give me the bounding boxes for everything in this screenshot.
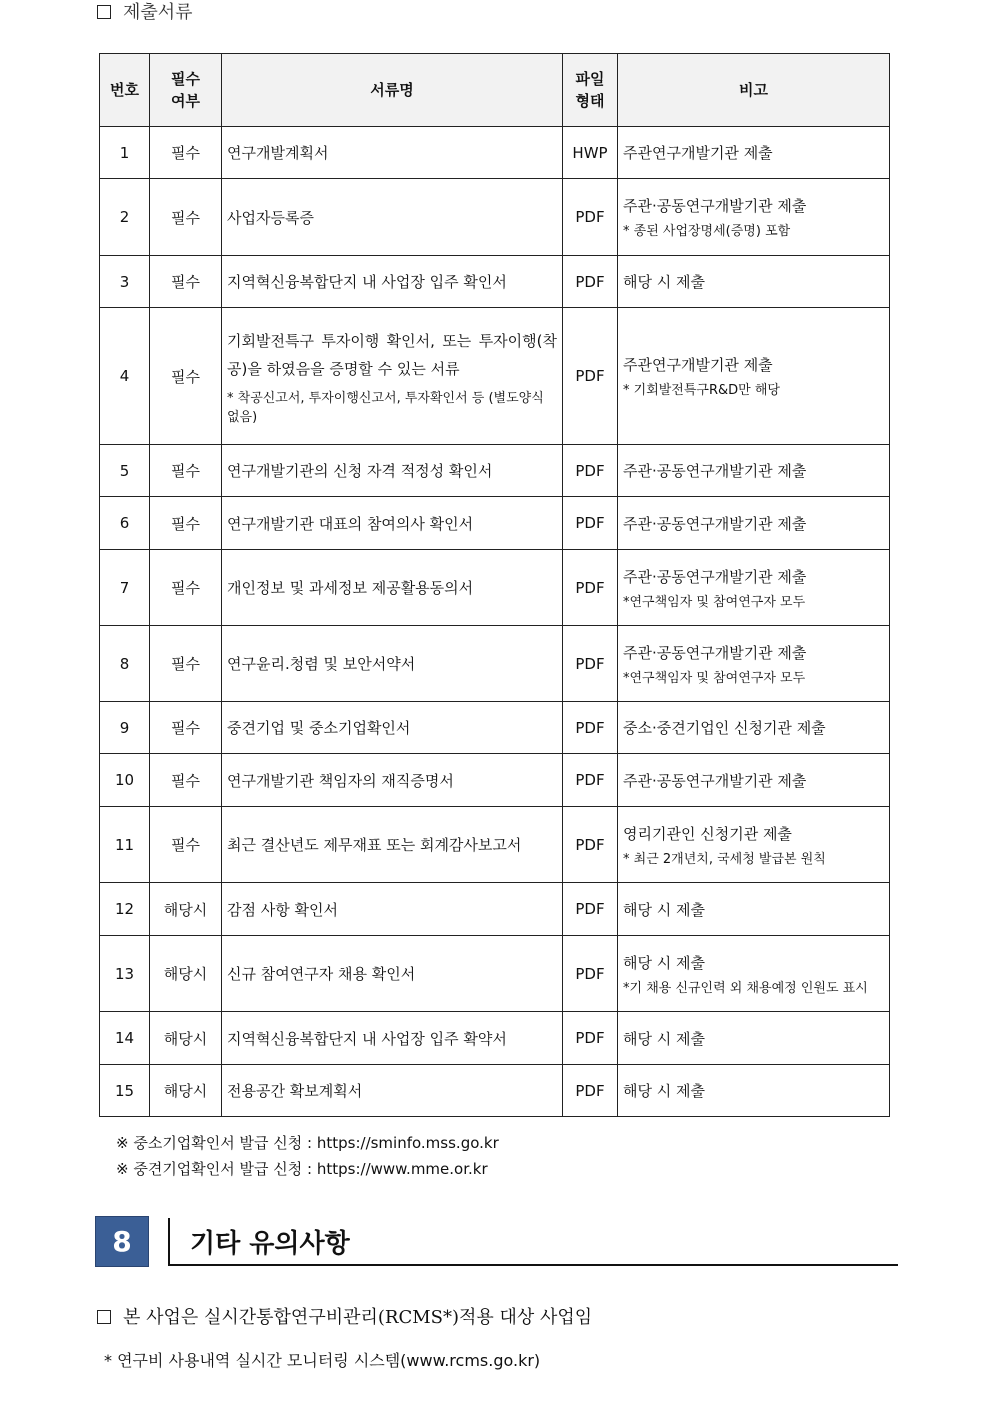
cell-remark (618, 1012, 890, 1065)
cell-name (222, 308, 563, 445)
cell-name (222, 256, 563, 308)
remark-text: 해당 시 제출 (623, 900, 705, 919)
remark-text: 주관연구개발기관 제출 (623, 144, 773, 162)
footnote: ※ 중견기업확인서 발급 신청 : https://www.mme.or.kr (116, 1160, 488, 1178)
remark-text: 주관·공동연구개발기관 제출 (623, 567, 807, 586)
remark-text: 주관·공동연구개발기관 제출 (623, 514, 807, 533)
cell-name (222, 1012, 563, 1065)
cell-name (222, 807, 563, 883)
remark-text: 중소·중견기업인 신청기관 제출 (623, 719, 826, 737)
cell-remark (618, 936, 890, 1012)
cell-name (222, 497, 563, 550)
req-text: 필수 (171, 579, 200, 597)
cell-req (150, 127, 222, 179)
req-text: 필수 (171, 208, 200, 227)
name-text: 연구윤리.청렴 및 보안서약서 (227, 655, 416, 673)
cell-type (563, 550, 618, 626)
no-text: 2 (119, 208, 130, 226)
type-text: PDF (575, 964, 605, 983)
column-header: 파일 형태 (563, 54, 618, 127)
checkbox-square-icon (97, 5, 111, 19)
cell-remark (618, 127, 890, 179)
req-text: 필수 (171, 367, 200, 386)
table-row (100, 550, 890, 626)
req-text: 필수 (171, 273, 200, 291)
table-row (100, 308, 890, 445)
cell-remark (618, 256, 890, 308)
cell-req (150, 1012, 222, 1065)
req-text: 필수 (171, 719, 200, 737)
table-row (100, 179, 890, 256)
cell-no (100, 754, 150, 807)
table-row (100, 754, 890, 807)
type-text: PDF (575, 654, 605, 673)
name-text: 최근 결산년도 제무재표 또는 회계감사보고서 (227, 836, 522, 854)
req-text: 필수 (171, 514, 200, 533)
type-text: HWP (572, 143, 608, 162)
column-header: 필수 여부 (150, 54, 222, 127)
table-row (100, 1012, 890, 1065)
type-text: PDF (575, 718, 605, 737)
table-row (100, 497, 890, 550)
name_note-text: * 착공신고서, 투자이행신고서, 투자확인서 등 (별도양식 없음) (227, 391, 544, 425)
cell-type (563, 179, 618, 256)
paragraph-note: * 연구비 사용내역 실시간 모니터링 시스템(www.rcms.go.kr) (104, 1351, 541, 1370)
no-text: 5 (119, 461, 130, 480)
req-text: 필수 (171, 771, 200, 790)
type-text: PDF (575, 514, 605, 532)
remark-text: 해당 시 제출 (623, 1029, 705, 1048)
remark_note-text: * 최근 2개년치, 국세청 발급본 원칙 (623, 851, 826, 867)
cell-no (100, 626, 150, 702)
cell-req (150, 256, 222, 308)
type-text: PDF (575, 578, 605, 597)
no-text: 9 (119, 718, 130, 737)
cell-type (563, 807, 618, 883)
no-text: 6 (119, 514, 130, 532)
cell-remark (618, 883, 890, 936)
no-text: 4 (119, 367, 130, 385)
name-text: 개인정보 및 과세정보 제공활용동의서 (227, 579, 474, 597)
section-title-text: 제출서류 (123, 2, 193, 23)
cell-type (563, 1012, 618, 1065)
name-text: 감점 사항 확인서 (227, 900, 338, 919)
checkbox-square-icon (97, 1310, 111, 1324)
name-text: 지역혁신융복합단지 내 사업장 입주 확약서 (227, 1029, 507, 1048)
req-text: 해당시 (163, 965, 208, 983)
table-row (100, 127, 890, 179)
cell-remark (618, 308, 890, 445)
cell-type (563, 754, 618, 807)
name-text: 전용공간 확보계획서 (227, 1082, 363, 1100)
cell-no (100, 445, 150, 497)
cell-name (222, 936, 563, 1012)
footnote: ※ 중소기업확인서 발급 신청 : https://sminfo.mss.go.kr (116, 1134, 499, 1152)
cell-remark (618, 807, 890, 883)
remark-text: 해당 시 제출 (623, 1082, 705, 1100)
no-text: 8 (119, 654, 130, 673)
remark_note-text: * 종된 사업장명세(증명) 포함 (623, 224, 791, 239)
type-text: PDF (575, 272, 605, 291)
cell-remark (618, 1065, 890, 1117)
remark_note-text: * 기회발전특구R&D만 해당 (623, 383, 780, 398)
remark-text: 해당 시 제출 (623, 953, 705, 972)
cell-remark (618, 179, 890, 256)
cell-no (100, 550, 150, 626)
remark-text: 주관연구개발기관 제출 (623, 356, 773, 374)
type-text: PDF (575, 461, 605, 480)
cell-no (100, 883, 150, 936)
table-row (100, 626, 890, 702)
req-text: 해당시 (163, 1082, 208, 1100)
no-text: 13 (114, 964, 135, 983)
cell-req (150, 754, 222, 807)
cell-type (563, 308, 618, 445)
paragraph-text: 본 사업은 실시간통합연구비관리(RCMS*)적용 대상 사업임 (123, 1307, 593, 1328)
name-text: 연구개발기관의 신청 자격 적정성 확인서 (227, 462, 493, 480)
cell-no (100, 308, 150, 445)
name-text: 신규 참여연구자 채용 확인서 (227, 965, 416, 983)
type-text: PDF (575, 1081, 605, 1100)
cell-req (150, 445, 222, 497)
remark-text: 영리기관인 신청기관 제출 (623, 824, 792, 843)
cell-no (100, 497, 150, 550)
no-text: 7 (119, 578, 130, 597)
cell-req (150, 497, 222, 550)
cell-no (100, 127, 150, 179)
cell-name (222, 883, 563, 936)
remark_note-text: *연구책임자 및 참여연구자 모두 (623, 670, 806, 686)
type-text: PDF (575, 367, 605, 385)
cell-no (100, 702, 150, 754)
remark-text: 주관·공동연구개발기관 제출 (623, 197, 807, 215)
cell-remark (618, 497, 890, 550)
remark-text: 해당 시 제출 (623, 273, 705, 291)
cell-no (100, 256, 150, 308)
cell-req (150, 179, 222, 256)
name-text: 사업자등록증 (227, 208, 314, 227)
name-text: 중견기업 및 중소기업확인서 (227, 719, 411, 737)
req-text: 필수 (171, 144, 200, 162)
type-text: PDF (575, 771, 605, 789)
cell-remark (618, 626, 890, 702)
type-text: PDF (575, 208, 605, 226)
no-text: 3 (119, 272, 130, 291)
cell-name (222, 754, 563, 807)
table-row (100, 883, 890, 936)
cell-req (150, 807, 222, 883)
cell-name (222, 179, 563, 256)
section-heading: 기타 유의사항 (190, 1229, 350, 1259)
cell-remark (618, 445, 890, 497)
documents-table (99, 53, 890, 1117)
section-title (97, 0, 193, 24)
table-row (100, 936, 890, 1012)
cell-type (563, 256, 618, 308)
cell-type (563, 883, 618, 936)
cell-type (563, 626, 618, 702)
cell-req (150, 1065, 222, 1117)
no-text: 10 (114, 771, 135, 789)
column-header: 비고 (618, 54, 890, 127)
cell-type (563, 127, 618, 179)
cell-type (563, 702, 618, 754)
table-row (100, 256, 890, 308)
cell-name (222, 445, 563, 497)
cell-remark (618, 702, 890, 754)
name-text: 연구개발기관 책임자의 재직증명서 (227, 771, 454, 790)
type-text: PDF (575, 1029, 605, 1047)
type-text: PDF (575, 835, 605, 854)
no-text: 15 (114, 1081, 135, 1100)
cell-name (222, 702, 563, 754)
table-row (100, 702, 890, 754)
remark-text: 주관·공동연구개발기관 제출 (623, 643, 807, 662)
cell-no (100, 179, 150, 256)
type-text: PDF (575, 900, 605, 918)
cell-type (563, 497, 618, 550)
remark_note-text: *기 채용 신규인력 외 채용예정 인원도 표시 (623, 980, 868, 996)
name-text: 기회발전특구 투자이행 확인서, 또는 투자이행(착공)을 하였음을 증명할 수 있는 서류 (227, 332, 557, 378)
name-text: 연구개발기관 대표의 참여의사 확인서 (227, 514, 474, 533)
remark_note-text: *연구책임자 및 참여연구자 모두 (623, 594, 806, 610)
table-row (100, 1065, 890, 1117)
cell-req (150, 936, 222, 1012)
no-text: 11 (114, 835, 135, 854)
cell-no (100, 807, 150, 883)
cell-no (100, 1065, 150, 1117)
cell-remark (618, 550, 890, 626)
remark-text: 주관·공동연구개발기관 제출 (623, 462, 807, 480)
req-text: 필수 (171, 836, 200, 854)
req-text: 필수 (171, 655, 200, 673)
cell-remark (618, 754, 890, 807)
req-text: 해당시 (163, 900, 208, 919)
no-text: 12 (114, 900, 135, 918)
cell-req (150, 308, 222, 445)
name-text: 지역혁신융복합단지 내 사업장 입주 확인서 (227, 273, 507, 291)
cell-type (563, 445, 618, 497)
cell-type (563, 936, 618, 1012)
column-header: 서류명 (222, 54, 563, 127)
cell-req (150, 626, 222, 702)
cell-type (563, 1065, 618, 1117)
no-text: 1 (119, 143, 130, 162)
cell-name (222, 127, 563, 179)
table-row (100, 445, 890, 497)
name-text: 연구개발계획서 (227, 144, 329, 162)
cell-req (150, 550, 222, 626)
cell-req (150, 883, 222, 936)
paragraph-rcms (97, 1303, 592, 1329)
column-header: 번호 (100, 54, 150, 127)
cell-name (222, 550, 563, 626)
req-text: 해당시 (163, 1029, 208, 1048)
cell-no (100, 1012, 150, 1065)
cell-name (222, 1065, 563, 1117)
section-number-badge: 8 (95, 1216, 149, 1267)
req-text: 필수 (171, 462, 200, 480)
cell-req (150, 702, 222, 754)
cell-name (222, 626, 563, 702)
no-text: 14 (114, 1029, 135, 1047)
cell-no (100, 936, 150, 1012)
remark-text: 주관·공동연구개발기관 제출 (623, 771, 807, 790)
table-row (100, 807, 890, 883)
